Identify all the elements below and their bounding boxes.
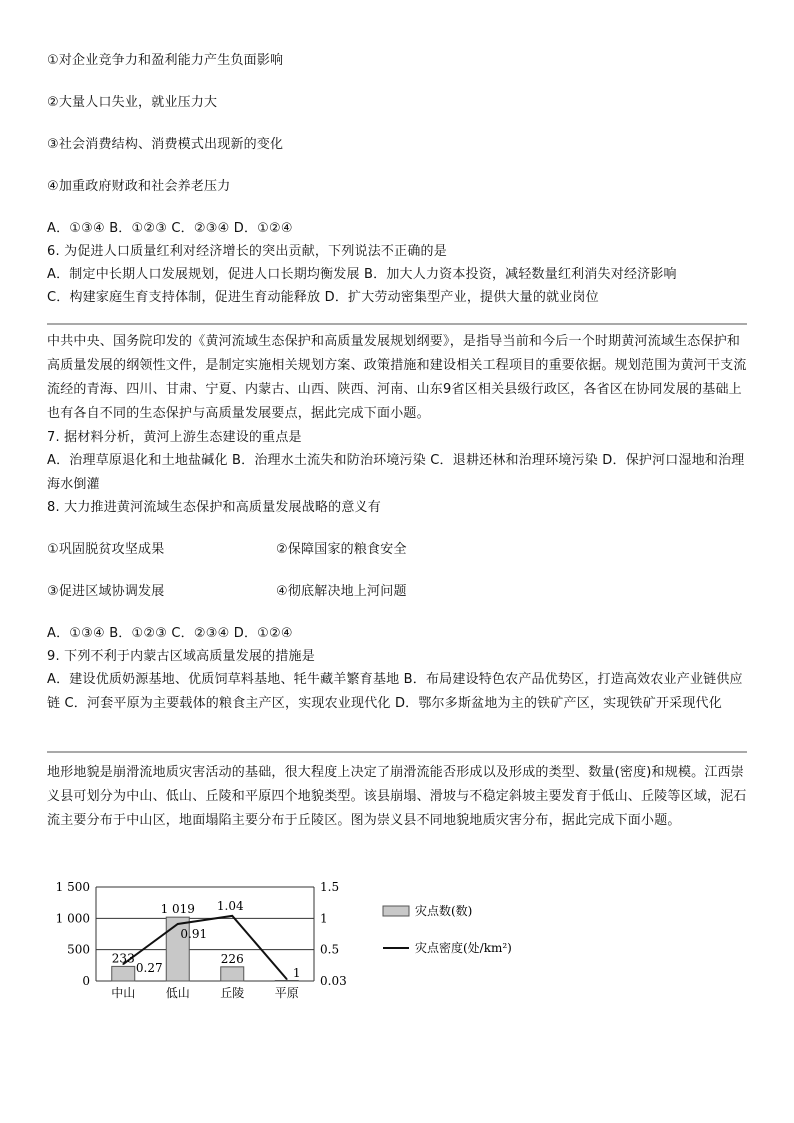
chart-bar: [112, 966, 135, 981]
q6-stem: 6. 为促进人口质量红利对经济增长的突出贡献，下列说法不正确的是: [47, 244, 447, 259]
line-value-label: 1.04: [216, 898, 244, 913]
section-divider: [47, 751, 747, 753]
q8-option-1: ①巩固脱贫攻坚成果: [47, 542, 165, 557]
q8-option-4: ④彻底解决地上河问题: [276, 584, 407, 599]
bar-value-label: 226: [220, 951, 244, 966]
q8-option-3: ③促进区域协调发展: [47, 584, 165, 599]
q8-options-row-1: [47, 542, 407, 558]
chart-labels: [112, 899, 301, 980]
q8-stem: 8. 大力推进黄河流域生态保护和高质量发展战略的意义有: [47, 500, 381, 515]
q5-option-4: ④加重政府财政和社会养老压力: [47, 179, 231, 194]
chart-legend: [383, 903, 512, 955]
q6-choices-cd: C．构建家庭生育支持体制，促进生育动能释放 D．扩大劳动密集型产业，提供大量的就业岗位: [47, 290, 599, 305]
right-axis-tick-label: 1.5: [320, 880, 340, 894]
legend-line-label: 灾点密度(处/km²): [415, 941, 512, 955]
q9-stem: 9. 下列不利于内蒙古区域高质量发展的措施是: [47, 649, 315, 664]
bar-value-label: 1 019: [160, 902, 195, 917]
q8-option-2: ②保障国家的粮食安全: [276, 542, 407, 557]
q8-choices: A．①③④ B．①②③ C．②③④ D．①②④: [47, 626, 293, 641]
line-value-label: 0.27: [135, 961, 163, 976]
right-axis-tick-label: 1: [320, 911, 328, 926]
left-axis-tick-label: 500: [67, 942, 90, 957]
legend-bar-label: 灾点数(数): [415, 904, 473, 918]
x-axis-category-label: 中山: [111, 986, 136, 1000]
chart-bar: [221, 967, 244, 981]
q5-choices: A．①③④ B．①②③ C．②③④ D．①②④: [47, 221, 293, 236]
passage-yellow-river: 中共中央、国务院印发的《黄河流域生态保护和高质量发展规划纲要》，是指导当前和今后一个时期黄河流域生态保护和高质量发展的纲领性文件，是制定实施相关规划方案、政策措施和建设相关工程项目的重要依据。规划范围为黄河干支流流经的青海、四川、甘肃、宁夏、内蒙古、山西、陕西、河南、山东9省区相关县级行政区，各省区在协同发展的基础上也有各自不同的生态保护与高质量发展要点，据此完成下面小题。: [47, 334, 747, 421]
q7-choices: A．治理草原退化和土地盐碱化 B．治理水土流失和防治环境污染 C．退耕还林和治理环境污染 D．保护河口湿地和治理海水倒灌: [47, 453, 745, 492]
chart-bar: [275, 981, 298, 982]
q7-stem: 7. 据材料分析，黄河上游生态建设的重点是: [47, 430, 302, 445]
x-axis-category-label: 平原: [274, 986, 299, 1000]
density-point: [286, 978, 288, 980]
left-axis-tick-label: 1 500: [55, 880, 90, 894]
q9-choices: A．建设优质奶源基地、优质饲草料基地、牦牛藏羊繁育基地 B．布局建设特色农产品优势区，打造高效农业产业链供应链 C．河套平原为主要载体的粮食主产区，实现农业现代化 D．鄂尔多斯盆地为主的铁矿产区，实现铁矿开采现代化: [47, 672, 743, 711]
density-point: [177, 923, 179, 925]
q6-choices-ab: A．制定中长期人口发展规划，促进人口长期均衡发展 B．加大人力资本投资，减轻数量红利消失对经济影响: [47, 267, 677, 282]
line-value-label: 0.91: [180, 926, 208, 941]
disaster-distribution-chart: [40, 870, 560, 1020]
x-axis-category-label: 低山: [165, 986, 190, 1000]
density-point: [231, 915, 233, 917]
q5-option-3: ③社会消费结构、消费模式出现新的变化: [47, 137, 284, 152]
q5-option-1: ①对企业竞争力和盈利能力产生负面影响: [47, 53, 284, 68]
right-axis-tick-label: 0.03: [320, 974, 347, 988]
bar-value-label: 233: [111, 951, 135, 966]
right-axis-tick-label: 0.5: [320, 942, 340, 957]
legend-bar-swatch: [383, 906, 409, 916]
section-divider: [47, 323, 747, 325]
left-axis-tick-label: 0: [82, 974, 90, 988]
bar-value-label: 1: [292, 965, 301, 980]
q8-options-row-2: [47, 584, 407, 600]
x-axis-category-label: 丘陵: [220, 986, 245, 1000]
passage-landform: 地形地貌是崩滑流地质灾害活动的基础，很大程度上决定了崩滑流能否形成以及形成的类型、数量(密度)和规模。江西崇义县可划分为中山、低山、丘陵和平原四个地貌类型。该县崩塌、滑坡与不稳定斜坡主要发育于低山、丘陵等区域，泥石流主要分布于中山区，地面塌陷主要分布于丘陵区。图为崇义县不同地貌地质灾害分布，据此完成下面小题。: [47, 765, 747, 828]
left-axis-tick-label: 1 000: [55, 911, 90, 926]
q5-option-2: ②大量人口失业，就业压力大: [47, 95, 218, 110]
